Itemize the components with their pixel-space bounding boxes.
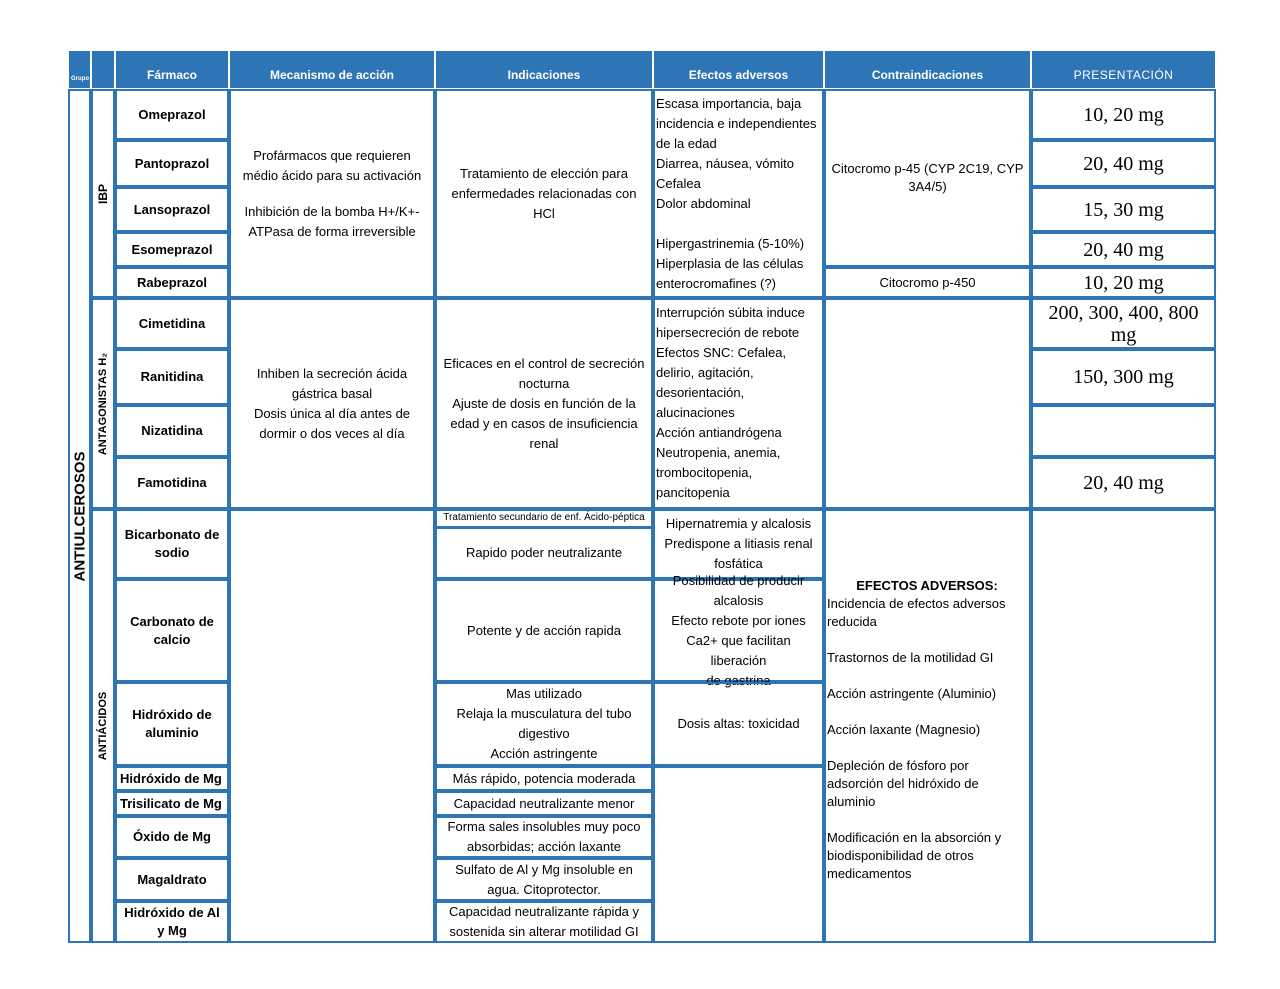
ibp-efectos: Escasa importancia, baja incidencia e independientes de la edad Diarrea, náusea, vómito Cefalea Dolor abdominal Hipergastrinemia (5-10%) Hiperplasia de las células enterocromafines (?) <box>653 89 824 298</box>
ibp-indicaciones: Tratamiento de elección para enfermedades relacionadas con HCl <box>435 89 653 298</box>
dose-ranitidina: 150, 300 mg <box>1031 349 1216 405</box>
antiacidos-contra: EFECTOS ADVERSOS: Incidencia de efectos adversos reducida Trastornos de la motilidad GI Acción astringente (Aluminio) Acción laxante (Magnesio) Depleción de fósforo por adsorción del hidróxido de aluminio Modificación en la absorción y biodisponibilidad de otros medicamentos <box>824 509 1031 943</box>
drug-pantoprazol: Pantoprazol <box>115 140 229 187</box>
subgroup-ibp-label: IBP <box>96 183 111 204</box>
drug-bicarbonato-sodio: Bicarbonato de sodio <box>115 509 229 579</box>
indic-magaldrato: Sulfato de Al y Mg insoluble en agua. Citoprotector. <box>435 858 653 901</box>
drug-hidroxido-aluminio: Hidróxido de aluminio <box>115 682 229 766</box>
ibp-contra-2: Citocromo p-450 <box>824 267 1031 298</box>
dose-famotidina: 20, 40 mg <box>1031 457 1216 509</box>
drug-rabeprazol: Rabeprazol <box>115 267 229 298</box>
drug-nizatidina: Nizatidina <box>115 405 229 457</box>
ibp-contra-1: Citocromo p-45 (CYP 2C19, CYP 3A4/5) <box>824 89 1031 267</box>
dose-esomeprazol: 20, 40 mg <box>1031 232 1216 267</box>
h2-efectos: Interrupción súbita induce hipersecreción de rebote Efectos SNC: Cefalea, delirio, agitación, desorientación, alucinaciones Acción antiandrógena Neutropenia, anemia, trombocitopenia, pancitopenia <box>653 298 824 509</box>
drug-trisilicato-mg: Trisilicato de Mg <box>115 791 229 816</box>
dose-lansoprazol: 15, 30 mg <box>1031 187 1216 232</box>
antiacidos-mecanismo <box>229 509 435 943</box>
efectos-carbonato: Posibilidad de producir alcalosis Efecto rebote por iones Ca2+ que facilitan liberación de gastrina <box>653 579 824 682</box>
subgroup-h2 <box>91 298 115 509</box>
group-label: ANTIULCEROSOS <box>71 450 89 582</box>
dose-cimetidina: 200, 300, 400, 800 mg <box>1031 298 1216 349</box>
indic-bicarbonato: Rapido poder neutralizante <box>435 527 653 579</box>
efectos-hidroxido-aluminio: Dosis altas: toxicidad <box>653 682 824 766</box>
header-group: Grupo <box>68 50 91 89</box>
subgroup-ibp <box>91 89 115 298</box>
drug-magaldrato: Magaldrato <box>115 858 229 901</box>
indic-trisilicato-mg: Capacidad neutralizante menor <box>435 791 653 816</box>
header-mecanismo: Mecanismo de acción <box>229 50 435 89</box>
indic-carbonato: Potente y de acción rapida <box>435 579 653 682</box>
ibp-mecanismo: Profármacos que requieren médio ácido para su activación Inhibición de la bomba H+/K+- ATPasa de forma irreversible <box>229 89 435 298</box>
drug-hidroxido-mg: Hidróxido de Mg <box>115 766 229 791</box>
antiacidos-presentacion <box>1031 509 1216 943</box>
efectos-antiacidos-rest <box>653 766 824 943</box>
indic-hidroxido-aluminio: Mas utilizado Relaja la musculatura del tubo digestivo Acción astringente <box>435 682 653 766</box>
drug-esomeprazol: Esomeprazol <box>115 232 229 267</box>
dose-rabeprazol: 10, 20 mg <box>1031 267 1216 298</box>
efectos-bicarbonato: Hipernatremia y alcalosis Predispone a litiasis renal fosfática <box>653 509 824 579</box>
dose-pantoprazol: 20, 40 mg <box>1031 140 1216 187</box>
indic-oxido-mg: Forma sales insolubles muy poco absorbidas; acción laxante <box>435 816 653 858</box>
drug-oxido-mg: Óxido de Mg <box>115 816 229 858</box>
drug-carbonato-calcio: Carbonato de calcio <box>115 579 229 682</box>
indic-hidroxido-mg: Más rápido, potencia moderada <box>435 766 653 791</box>
dose-nizatidina <box>1031 405 1216 457</box>
header-efectos: Efectos adversos <box>653 50 824 89</box>
dose-omeprazol: 10, 20 mg <box>1031 89 1216 140</box>
indic-hidroxido-al-mg: Capacidad neutralizante rápida y sostenida sin alterar motilidad GI <box>435 901 653 943</box>
header-indicaciones: Indicaciones <box>435 50 653 89</box>
drug-famotidina: Famotidina <box>115 457 229 509</box>
header-group-blank <box>91 50 115 89</box>
h2-mecanismo: Inhiben la secreción ácida gástrica basal Dosis única al día antes de dormir o dos veces al día <box>229 298 435 509</box>
header-farmaco: Fármaco <box>115 50 229 89</box>
group-cell <box>68 89 91 943</box>
header-presentacion: PRESENTACIÓN <box>1031 50 1216 89</box>
drug-table <box>68 50 1216 943</box>
h2-contra <box>824 298 1031 509</box>
drug-omeprazol: Omeprazol <box>115 89 229 140</box>
drug-lansoprazol: Lansoprazol <box>115 187 229 232</box>
header-contraindicaciones: Contraindicaciones <box>824 50 1031 89</box>
subgroup-antiacidos-label: ANTIÁCIDOS <box>97 691 110 761</box>
subgroup-antiacidos <box>91 509 115 943</box>
drug-hidroxido-al-mg: Hidróxido de Al y Mg <box>115 901 229 943</box>
subgroup-h2-label: ANTAGONISTAS H₂ <box>97 352 110 455</box>
h2-indicaciones: Eficaces en el control de secreción nocturna Ajuste de dosis en función de la edad y en casos de insuficiencia renal <box>435 298 653 509</box>
antiacidos-indic-header: Tratamiento secundario de enf. Ácido-péptica <box>435 509 653 527</box>
drug-ranitidina: Ranitidina <box>115 349 229 405</box>
drug-cimetidina: Cimetidina <box>115 298 229 349</box>
